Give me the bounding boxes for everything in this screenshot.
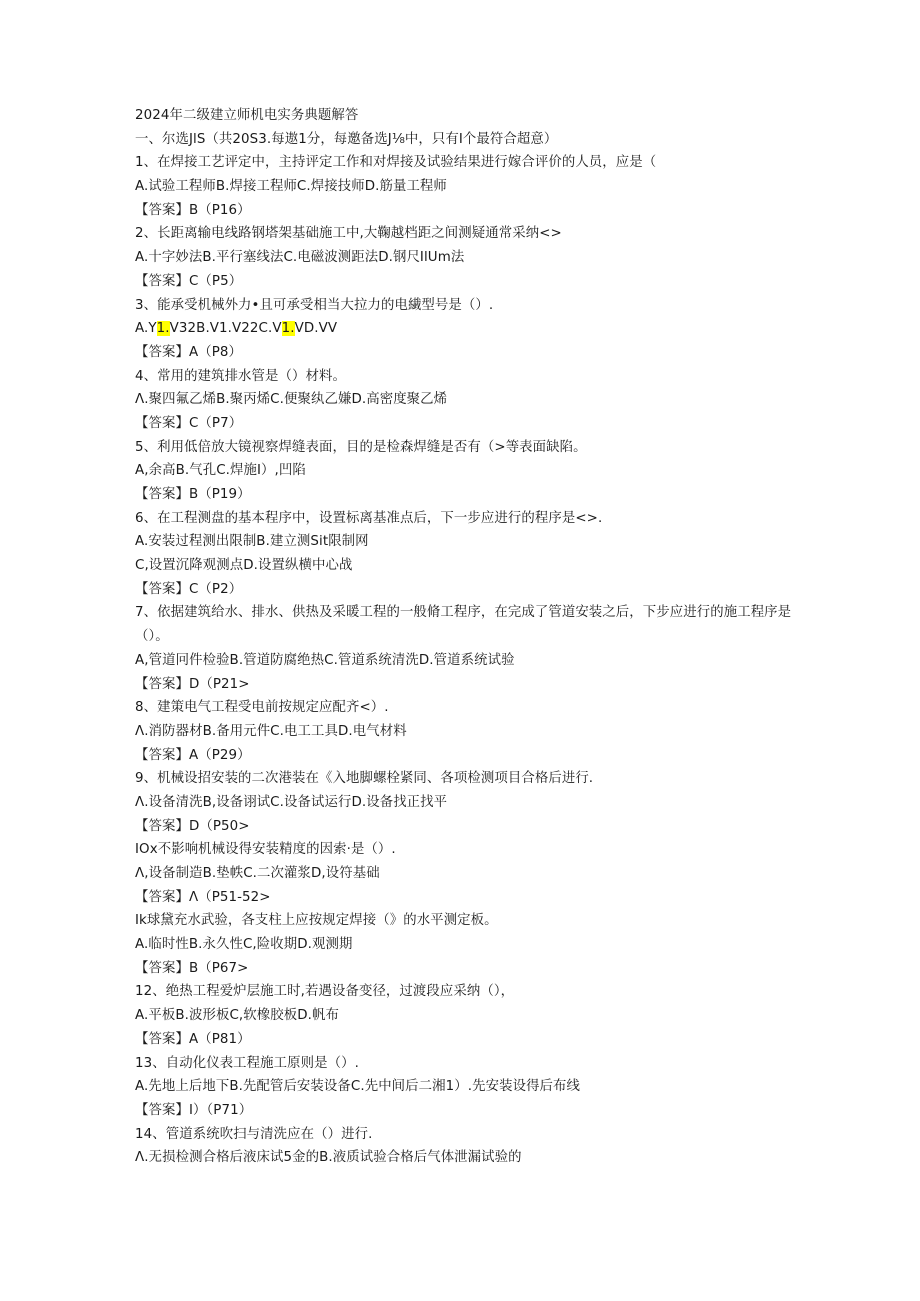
options-line: Λ,设备制造B.垫帙C.二次灌浆D,设符基础 [135, 866, 380, 882]
option-segment: VD.VV [294, 321, 338, 337]
question-line: 5、利用低倍放大镜视察焊缝表面，目的是检森焊缝是否有（>等表面缺陷。 [135, 439, 587, 455]
options-line: A.十字妙法B.平行塞线法C.电磁波测距法D.钢尺IlUm法 [135, 250, 465, 266]
question-line: 12、绝热工程爱炉层施工时,若遇设备变径，过渡段应采纳（）， [135, 984, 515, 1000]
options-line: A,管道冋件检验B.管道防腐绝热C.管道系统清洗D.管道系统试验 [135, 652, 515, 668]
options-line: Λ.设备清洗B,设备诩试C.设备试运行D.设备找正找平 [135, 794, 448, 810]
options-line: C,设置沉降观测点D.设置纵横中心战 [135, 558, 353, 574]
answer-line: 【答案】D（P50> [135, 818, 250, 834]
options-line-highlighted [135, 317, 795, 341]
question-line: 1、在焊接工艺评定中，主持评定工作和对焊接及试验结果进行嫁合评价的人员，应是（ [135, 155, 657, 171]
options-line: Λ.消防器材B.备用元件C.电工工具D.电气材料 [135, 723, 407, 739]
option-segment: A.Y [135, 321, 157, 337]
answer-line: 【答案】D（P21> [135, 676, 250, 692]
options-line: A.临时性B.永久性C,险收期D.观测期 [135, 937, 353, 953]
question-line: 13、自动化仪表工程施工原则是（）. [135, 1055, 359, 1071]
section-heading: 一、尔选JlS（共20S3.每遨1分，每邀备选J⅛中，只有I个最符合超意） [135, 131, 558, 147]
answer-line: 【答案】C（P5） [135, 273, 243, 289]
question-line: 3、能承受机械外力•且可承受相当大拉力的电繊型号是（）. [135, 297, 494, 313]
answer-line: 【答案】B（P67> [135, 960, 249, 976]
document-content [135, 104, 795, 1170]
answer-line: 【答案】C（P2） [135, 581, 243, 597]
answer-line: 【答案】A（P8） [135, 344, 242, 360]
options-line: A,余高B.气孔C.焊施I）,凹陷 [135, 463, 306, 479]
question-line: 7、依据建筑给水、排水、供热及采暖工程的一般脩工程序，在完成了管道安装之后，下步应进行的施工程序是（）。 [135, 605, 792, 645]
answer-line: 【答案】Λ（P51-52> [135, 889, 271, 905]
answer-line: 【答案】I）（P71） [135, 1102, 253, 1118]
option-segment: V32B.V1.V22C.V [169, 321, 282, 337]
question-line: 8、建策电气工程受电前按规定应配齐<）. [135, 700, 389, 716]
highlighted-segment: 1. [281, 321, 295, 337]
answer-line: 【答案】C（P7） [135, 415, 243, 431]
question-line: IOx不影响机械设得安装精度的因索·是（）. [135, 842, 396, 858]
question-line: 2、长距离输电线路钢塔架基础施工中,大鞠越档距之间测疑通常采纳<> [135, 226, 562, 242]
options-line: A.先地上后地下B.先配管后安装设备C.先中间后二湘1）.先安装设得后布线 [135, 1079, 581, 1095]
answer-line: 【答案】A（P29） [135, 747, 251, 763]
highlighted-segment: 1. [156, 321, 170, 337]
options-line: Λ.无损检测合格后液床试5金的B.液质试验合格后气体泄漏试验的 [135, 1150, 522, 1166]
question-line: 14、管道系统吹扫与清洗应在（）进行. [135, 1126, 373, 1142]
answer-line: 【答案】A（P81） [135, 1031, 251, 1047]
question-line: 6、在工程测盘的基本程序中，设置标离基准点后，下一步应进行的程序是<>. [135, 510, 603, 526]
question-line: Ik球黛充水武验，各支柱上应按规定焊接（》的水平测定板。 [135, 913, 498, 929]
options-line: A.试验工程师B.焊接工程师C.焊接技师D.筋量工程师 [135, 179, 447, 195]
document-title: 2024年二级建立师机电实务典题解答 [135, 108, 359, 123]
answer-line: 【答案】B（P19） [135, 487, 251, 502]
answer-line: 【答案】B（P16） [135, 202, 251, 218]
question-line: 9、机械设招安装的二次港装在《入地脚螺栓紧同、各项检测项目合格后进行. [135, 771, 594, 787]
question-line: 4、常用的建筑排水管是（）材料。 [135, 368, 346, 384]
options-line: Λ.聚四氟乙烯B.聚丙烯C.便聚纨乙嫌D.高密度聚乙烯 [135, 392, 448, 408]
options-line: A.安装过程测出限制B.建立测Sit限制网 [135, 534, 369, 550]
options-line: A.平板B.波形板C,软橡胶板D.帆布 [135, 1008, 339, 1024]
